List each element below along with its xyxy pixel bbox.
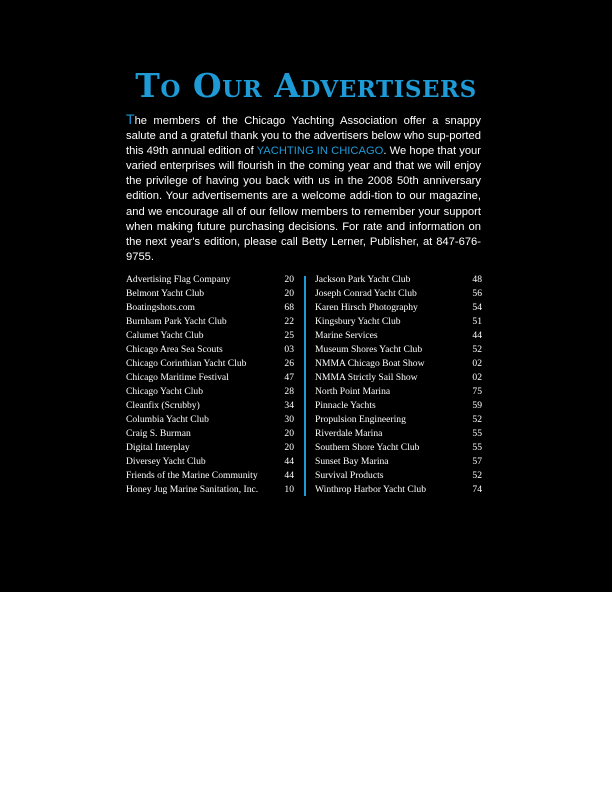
advertiser-item [126, 427, 294, 441]
advertiser-item [126, 371, 294, 385]
advertiser-page-number: 54 [472, 302, 482, 313]
advertiser-name: North Point Marina [315, 386, 391, 397]
advertiser-name: Propulsion Engineering [315, 414, 406, 425]
advertiser-name: Karen Hirsch Photography [315, 302, 418, 313]
advertiser-item [315, 399, 482, 413]
advertiser-item [315, 357, 482, 371]
advertiser-item [315, 273, 482, 287]
advertiser-page-number: 44 [472, 330, 482, 341]
advertiser-item [126, 385, 294, 399]
advertiser-page-number: 74 [472, 484, 482, 495]
advertiser-item [315, 385, 482, 399]
advertiser-name: Calumet Yacht Club [126, 330, 204, 341]
advertiser-item [126, 329, 294, 343]
advertiser-name: Sunset Bay Marina [315, 456, 389, 467]
advertiser-name: Columbia Yacht Club [126, 414, 209, 425]
advertiser-page-number: 52 [472, 470, 482, 481]
advertiser-page-number: 59 [472, 400, 482, 411]
advertiser-page-number: 51 [472, 316, 482, 327]
advertiser-name: NMMA Chicago Boat Show [315, 358, 425, 369]
page-title: To Our Advertisers [135, 66, 477, 105]
advertiser-item [315, 329, 482, 343]
advertiser-item [126, 301, 294, 315]
advertiser-page-number: 22 [284, 316, 294, 327]
advertiser-page-number: 68 [284, 302, 294, 313]
advertiser-name: Jackson Park Yacht Club [315, 274, 411, 285]
advertiser-name: Winthrop Harbor Yacht Club [315, 484, 426, 495]
advertiser-name: Cleanfix (Scrubby) [126, 400, 200, 411]
advertiser-name: Chicago Yacht Club [126, 386, 204, 397]
advertiser-item [315, 413, 482, 427]
advertiser-name: Museum Shores Yacht Club [315, 344, 423, 355]
advertiser-page-number: 44 [284, 470, 294, 481]
advertiser-page-number: 48 [472, 274, 482, 285]
column-divider [304, 276, 306, 496]
advertiser-name: Boatingshots.com [126, 302, 196, 313]
advertiser-name: Advertising Flag Company [126, 274, 231, 285]
advertiser-page-number: 30 [284, 414, 294, 425]
advertiser-item [315, 287, 482, 301]
advertiser-page-number: 03 [284, 344, 294, 355]
intro-text-after: . We hope that your varied enterprises will flourish in the coming year and that we will enjoy the privilege of having you back with us in the 2008 50th anniversary edition. Your advertisements are a welcome addi-tion to our magazine, and we encourage all of our fellow members to remember your support when making future purchasing decisions. For rate and information on the next year's edition, please call Betty Lerner, Publisher, at 847-676-9755. [126, 145, 482, 263]
advertiser-page-number: 20 [284, 442, 294, 453]
advertiser-item [315, 427, 482, 441]
advertiser-name: Friends of the Marine Community [126, 470, 258, 481]
advertiser-name: Chicago Area Sea Scouts [126, 344, 223, 355]
advertiser-page-number: 47 [284, 372, 294, 383]
advertiser-list-right [315, 273, 482, 497]
advertiser-item [126, 315, 294, 329]
advertiser-page-number: 55 [472, 442, 482, 453]
intro-text-before: he members of the Chicago Yachting Association offer a snappy salute and a grateful thank you to the advertisers below who sup-ported this 49th annual edition of [126, 115, 481, 158]
advertiser-item [315, 469, 482, 483]
advertiser-name: Pinnacle Yachts [315, 400, 376, 411]
advertiser-name: Digital Interplay [126, 442, 190, 453]
advertiser-page-number: 28 [284, 386, 294, 397]
advertiser-item [126, 483, 294, 497]
advertiser-name: Joseph Conrad Yacht Club [315, 288, 417, 299]
advertiser-item [126, 357, 294, 371]
advertiser-page-number: 44 [284, 456, 294, 467]
advertiser-name: NMMA Strictly Sail Show [315, 372, 418, 383]
advertiser-name: Diversey Yacht Club [126, 456, 206, 467]
advertiser-item [315, 483, 482, 497]
drop-cap: T [126, 111, 135, 127]
advertiser-page-number: 52 [472, 344, 482, 355]
advertiser-item [315, 455, 482, 469]
advertiser-item [315, 441, 482, 455]
advertiser-name: Honey Jug Marine Sanitation, Inc. [126, 484, 259, 495]
advertiser-name: Belmont Yacht Club [126, 288, 205, 299]
advertiser-page-number: 56 [472, 288, 482, 299]
advertiser-item [315, 301, 482, 315]
advertiser-list-left [126, 273, 294, 497]
advertiser-item [126, 399, 294, 413]
advertiser-name: Riverdale Marina [315, 428, 383, 439]
advertiser-page-number: 02 [472, 358, 482, 369]
advertiser-page-number: 20 [284, 428, 294, 439]
advertiser-name: Marine Services [315, 330, 378, 341]
advertiser-page-number: 75 [472, 386, 482, 397]
advertiser-item [126, 441, 294, 455]
advertiser-page-number: 26 [284, 358, 294, 369]
advertiser-page-number: 10 [284, 484, 294, 495]
advertiser-item [126, 455, 294, 469]
advertiser-page-number: 52 [472, 414, 482, 425]
advertiser-page-number: 55 [472, 428, 482, 439]
advertiser-item [126, 273, 294, 287]
advertiser-item [126, 287, 294, 301]
intro-paragraph [126, 112, 481, 265]
advertiser-page-number: 57 [472, 456, 482, 467]
advertiser-name: Kingsbury Yacht Club [315, 316, 401, 327]
advertiser-item [126, 343, 294, 357]
advertiser-item [126, 413, 294, 427]
advertiser-item [126, 469, 294, 483]
advertiser-page-number: 20 [284, 288, 294, 299]
publication-name: YACHTING IN CHICAGO [256, 145, 384, 158]
advertiser-page-number: 20 [284, 274, 294, 285]
advertiser-name: Chicago Corinthian Yacht Club [126, 358, 247, 369]
advertiser-item [315, 371, 482, 385]
advertiser-page-number: 34 [284, 400, 294, 411]
advertiser-name: Craig S. Burman [126, 428, 191, 439]
advertiser-name: Survival Products [315, 470, 384, 481]
advertiser-page-number: 02 [472, 372, 482, 383]
advertiser-name: Southern Shore Yacht Club [315, 442, 420, 453]
advertiser-item [315, 343, 482, 357]
advertiser-name: Burnham Park Yacht Club [126, 316, 227, 327]
advertiser-item [315, 315, 482, 329]
advertiser-name: Chicago Maritime Festival [126, 372, 229, 383]
advertiser-page-number: 25 [284, 330, 294, 341]
